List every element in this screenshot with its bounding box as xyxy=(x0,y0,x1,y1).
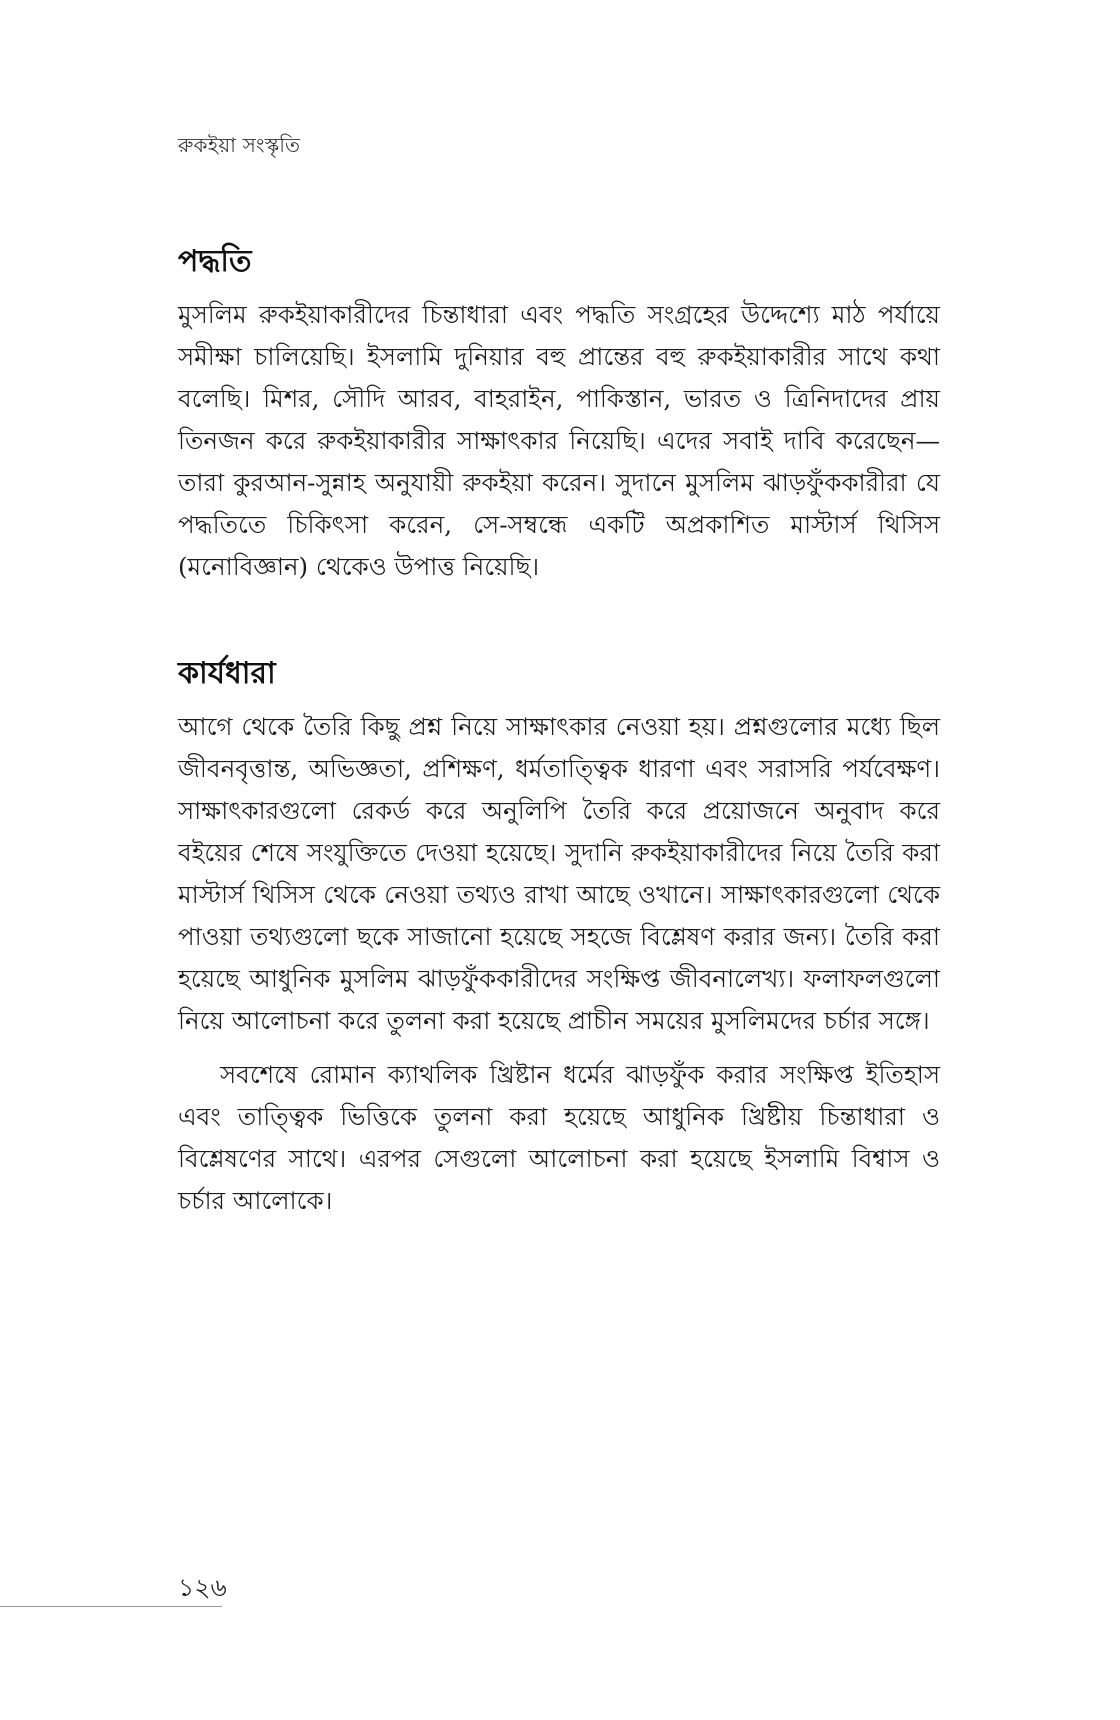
section-procedure xyxy=(178,650,940,1222)
section-method xyxy=(178,238,940,588)
section-heading: কার্যধারা xyxy=(178,656,276,691)
paragraph: মুসলিম রুকইয়াকারীদের চিন্তাধারা এবং পদ্ধতি সংগ্রহের উদ্দেশ্যে মাঠ পর্যায়ে সমীক্ষা চালিয়েছি। ইসলামি দুনিয়ার বহু প্রান্তের বহু রুকইয়াকারীর সাথে কথা বলেছি। মিশর, সৌদি আরব, বাহরাইন, পাকিস্তান, ভারত ও ত্রিনিদাদের প্রায় তিনজন করে রুকইয়াকারীর সাক্ষাৎকার নিয়েছি। এদের সবাই দাবি করেছেন—তারা কুরআন-সুন্নাহ অনুযায়ী রুকইয়া করেন। সুদানে মুসলিম ঝাড়ফুঁককারীরা যে পদ্ধতিতে চিকিৎসা করেন, সে-সম্বন্ধে একটি অপ্রকাশিত মাস্টার্স থিসিস (মনোবিজ্ঞান) থেকেও উপাত্ত নিয়েছি। xyxy=(178,300,940,581)
running-header: রুকইয়া সংস্কৃতি xyxy=(178,133,301,157)
section-heading: পদ্ধতি xyxy=(178,244,252,279)
footer-rule xyxy=(0,1606,222,1607)
page-number: ১২৬ xyxy=(178,1573,227,1602)
paragraph: সবশেষে রোমান ক্যাথলিক খ্রিষ্টান ধর্মের ঝাড়ফুঁক করার সংক্ষিপ্ত ইতিহাস এবং তাত্ত্বিক ভিত্তিকে তুলনা করা হয়েছে আধুনিক খ্রিষ্টীয় চিন্তাধারা ও বিশ্লেষণের সাথে। এরপর সেগুলো আলোচনা করা হয়েছে ইসলামি বিশ্বাস ও চর্চার আলোকে। xyxy=(178,1060,940,1215)
paragraph: আগে থেকে তৈরি কিছু প্রশ্ন নিয়ে সাক্ষাৎকার নেওয়া হয়। প্রশ্নগুলোর মধ্যে ছিল জীবনবৃত্তান্ত, অভিজ্ঞতা, প্রশিক্ষণ, ধর্মতাত্ত্বিক ধারণা এবং সরাসরি পর্যবেক্ষণ। সাক্ষাৎকারগুলো রেকর্ড করে অনুলিপি তৈরি করে প্রয়োজনে অনুবাদ করে বইয়ের শেষে সংযুক্তিতে দেওয়া হয়েছে। সুদানি রুকইয়াকারীদের নিয়ে তৈরি করা মাস্টার্স থিসিস থেকে নেওয়া তথ্যও রাখা আছে ওখানে। সাক্ষাৎকারগুলো থেকে পাওয়া তথ্যগুলো ছকে সাজানো হয়েছে সহজে বিশ্লেষণ করার জন্য। তৈরি করা হয়েছে আধুনিক মুসলিম ঝাড়ফুঁককারীদের সংক্ষিপ্ত জীবনালেখ্য। ফলাফলগুলো নিয়ে আলোচনা করে তুলনা করা হয়েছে প্রাচীন সময়ের মুসলিমদের চর্চার সঙ্গে। xyxy=(178,712,940,1035)
page-body xyxy=(178,238,940,1222)
